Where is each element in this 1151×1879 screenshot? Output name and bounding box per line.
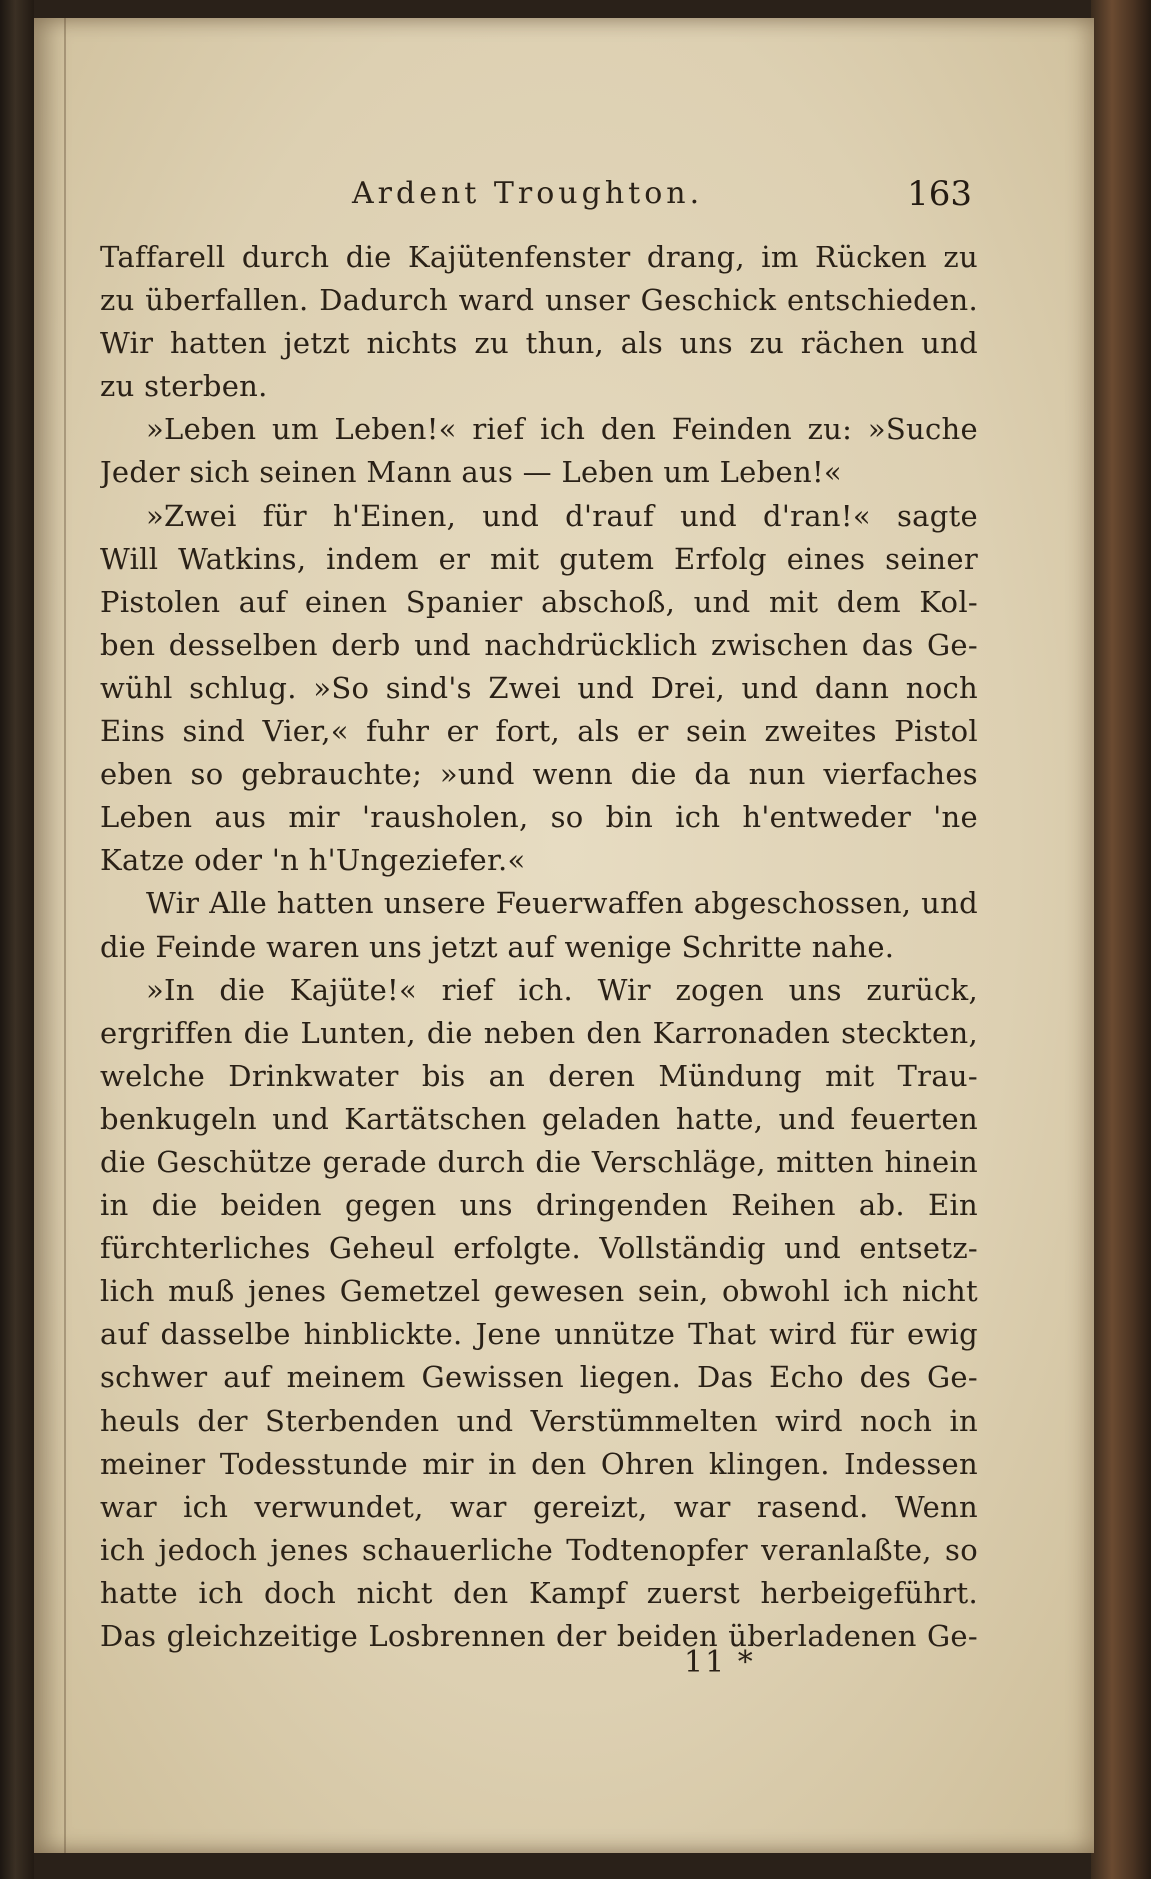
- text-line: ich jedoch jenes schauerliche Todtenopfer veranlaßte, so: [100, 1532, 978, 1567]
- text-line: meiner Todesstunde mir in den Ohren klingen. Indessen: [100, 1446, 978, 1481]
- text-line: zu sterben.: [100, 369, 268, 404]
- text-line: wühl schlug. »So sind's Zwei und Drei, und dann noch: [100, 670, 978, 705]
- text-line: Eins sind Vier,« fuhr er fort, als er sein zweites Pistol: [100, 714, 978, 749]
- text-line: zu überfallen. Dadurch ward unser Geschick entschieden.: [100, 283, 978, 318]
- text-line: Taffarell durch die Kajütenfenster drang, im Rücken zu: [100, 240, 978, 274]
- book-cover-edge: [1091, 0, 1151, 1879]
- page-header: [352, 176, 972, 224]
- text-line: Wir Alle hatten unsere Feuerwaffen abgeschossen, und: [146, 886, 978, 921]
- text-line: welche Drinkwater bis an deren Mündung mit Trau-: [100, 1058, 978, 1093]
- text-line: »Leben um Leben!« rief ich den Feinden zu: »Suche: [146, 412, 978, 447]
- text-line: »In die Kajüte!« rief ich. Wir zogen uns zurück,: [146, 972, 978, 1007]
- text-line: eben so gebrauchte; »und wenn die da nun vierfaches: [100, 757, 978, 792]
- text-line: Will Watkins, indem er mit gutem Erfolg eines seiner: [100, 541, 978, 576]
- page-gutter: [64, 18, 66, 1853]
- text-line: war ich verwundet, war gereizt, war rasend. Wenn: [100, 1489, 978, 1524]
- text-line: ergriffen die Lunten, die neben den Karronaden steckten,: [100, 1015, 978, 1050]
- text-line: lich muß jenes Gemetzel gewesen sein, obwohl ich nicht: [100, 1274, 978, 1309]
- text-line: schwer auf meinem Gewissen liegen. Das Echo des Ge-: [100, 1360, 978, 1395]
- text-line: Katze oder 'n h'Ungeziefer.«: [100, 843, 526, 878]
- book-spine-edge: [0, 0, 34, 1879]
- text-line: benkugeln und Kartätschen geladen hatte, und feuerten: [100, 1101, 978, 1136]
- text-line: auf dasselbe hinblickte. Jene unnütze That wird für ewig: [100, 1317, 978, 1352]
- text-line: Wir hatten jetzt nichts zu thun, als uns zu rächen und: [100, 326, 978, 361]
- body-text: [100, 236, 978, 1658]
- signature-mark: 11 *: [684, 1645, 755, 1680]
- text-line: heuls der Sterbenden und Verstümmelten wird noch in: [100, 1403, 978, 1438]
- page-number: 163: [907, 174, 972, 214]
- text-line: die Feinde waren uns jetzt auf wenige Schritte nahe.: [100, 929, 895, 964]
- text-line: die Geschütze gerade durch die Verschläge, mitten hinein: [100, 1144, 978, 1179]
- text-line: hatte ich doch nicht den Kampf zuerst herbeigeführt.: [100, 1575, 978, 1610]
- text-line: in die beiden gegen uns dringenden Reihen ab. Ein: [100, 1188, 978, 1223]
- text-line: fürchterliches Geheul erfolgte. Vollständig und entsetz-: [100, 1231, 978, 1266]
- text-line: »Zwei für h'Einen, und d'rauf und d'ran!« sagte: [146, 498, 978, 533]
- text-line: Das gleichzeitige Losbrennen der beiden überladenen Ge-: [100, 1619, 978, 1653]
- running-title: Ardent Troughton.: [352, 176, 704, 211]
- text-line: Jeder sich seinen Mann aus — Leben um Leben!«: [100, 455, 842, 490]
- book-page: [34, 18, 1094, 1853]
- text-line: Pistolen auf einen Spanier abschoß, und mit dem Kol-: [100, 584, 978, 619]
- text-line: ben desselben derb und nachdrücklich zwischen das Ge-: [100, 627, 978, 662]
- text-line: Leben aus mir 'rausholen, so bin ich h'entweder 'ne: [100, 800, 978, 835]
